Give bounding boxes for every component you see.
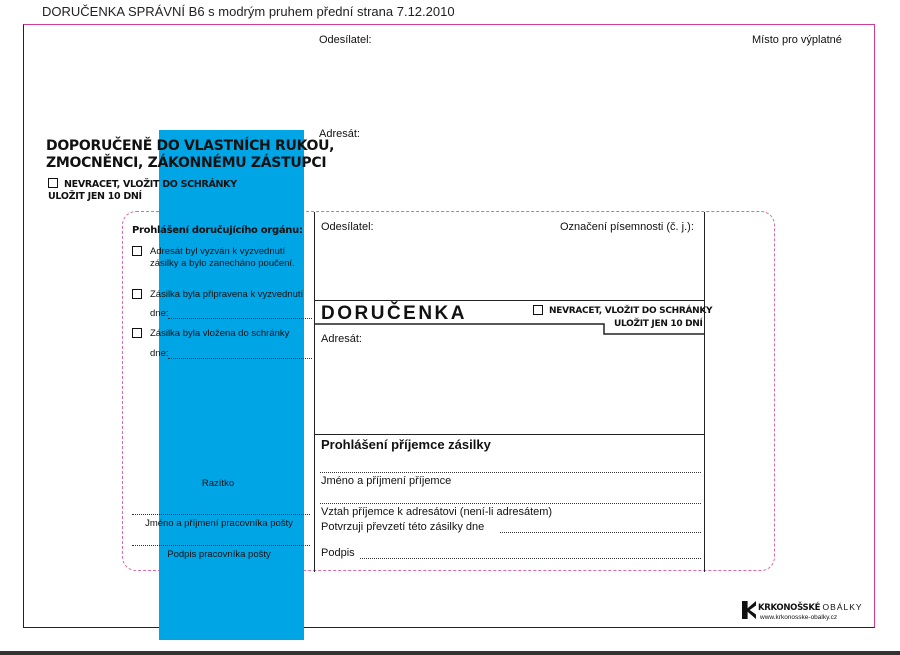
date-line-2 bbox=[168, 358, 312, 359]
signature-line bbox=[360, 558, 701, 559]
blue-stripe bbox=[159, 130, 304, 640]
stamp-label: Razítko bbox=[201, 478, 235, 489]
card-title: DORUČENKA bbox=[321, 303, 467, 324]
card-no-return-checkbox[interactable] bbox=[533, 305, 543, 315]
card-sender-label: Odesílatel: bbox=[321, 221, 374, 233]
declaration-item-1: Adresát byl vyzván k vyzvednutí zásilky a bylo zanecháno poučení. bbox=[150, 246, 295, 269]
confirm-label: Potvrzuji převzetí této zásilky dne bbox=[321, 521, 485, 533]
brand-name bbox=[758, 602, 863, 613]
recipient-title: Prohlášení příjemce zásilky bbox=[321, 437, 491, 452]
card-store-label: ULOŽIT JEN 10 DNÍ bbox=[614, 319, 703, 329]
brand-bold: KRKONOŠSKÉ bbox=[758, 603, 821, 613]
bottom-edge bbox=[0, 651, 900, 655]
signature-label: Podpis bbox=[321, 547, 355, 559]
delivery-line-2: ZMOCNĚNCI, ZÁKONNÉMU ZÁSTUPCI bbox=[46, 155, 327, 171]
declaration-item-3-date: dne: bbox=[150, 348, 169, 359]
postage-label: Místo pro výplatné bbox=[752, 34, 842, 46]
card-addressee-label: Adresát: bbox=[321, 333, 362, 345]
card-reference-label: Označení písemnosti (č. j.): bbox=[560, 221, 694, 233]
store-label: ULOŽIT JEN 10 DNÍ bbox=[48, 191, 142, 202]
recipient-line-1 bbox=[320, 472, 701, 473]
declaration-item-2-date: dne: bbox=[150, 308, 169, 319]
declaration-title: Prohlášení doručujícího orgánu: bbox=[132, 225, 303, 236]
card-title-underline bbox=[314, 320, 705, 336]
worker-name-line bbox=[132, 514, 310, 515]
no-return-label: NEVRACET, VLOŽIT DO SCHRÁNKY bbox=[64, 179, 237, 190]
delivery-card bbox=[314, 212, 705, 572]
document-title: DORUČENKA SPRÁVNÍ B6 s modrým pruhem přední strana 7.12.2010 bbox=[42, 4, 455, 19]
declaration-checkbox-3[interactable] bbox=[132, 328, 142, 338]
worker-signature-line bbox=[132, 545, 310, 546]
addressee-label: Adresát: bbox=[319, 128, 360, 140]
confirm-date-line bbox=[500, 532, 701, 533]
sender-label: Odesílatel: bbox=[319, 34, 372, 46]
brand-url: www.krkonosske-obalky.cz bbox=[760, 614, 838, 621]
relation-label: Vztah příjemce k adresátovi (není-li adresátem) bbox=[321, 506, 553, 518]
declaration-checkbox-2[interactable] bbox=[132, 289, 142, 299]
recipient-name-label: Jméno a příjmení příjemce bbox=[321, 475, 452, 487]
declaration-checkbox-1[interactable] bbox=[132, 246, 142, 256]
no-return-checkbox[interactable] bbox=[48, 178, 58, 188]
delivery-line-1: DOPORUČENĚ DO VLASTNÍCH RUKOU, bbox=[46, 138, 335, 154]
worker-signature-label: Podpis pracovníka pošty bbox=[167, 549, 271, 560]
card-divider-2 bbox=[314, 434, 705, 435]
date-line-1 bbox=[168, 318, 312, 319]
delivery-instruction bbox=[46, 138, 334, 172]
card-no-return-label: NEVRACET, VLOŽIT DO SCHRÁNKY bbox=[549, 306, 713, 316]
brand-light: OBÁLKY bbox=[822, 602, 863, 612]
declaration-item-3: Zásilka byla vložena do schránky bbox=[150, 328, 290, 339]
worker-name-label: Jméno a příjmení pracovníka pošty bbox=[145, 518, 293, 529]
declaration-item-2: Zásilka byla připravena k vyzvednutí bbox=[150, 289, 304, 300]
card-divider-1 bbox=[314, 300, 705, 301]
recipient-line-2 bbox=[320, 503, 701, 504]
